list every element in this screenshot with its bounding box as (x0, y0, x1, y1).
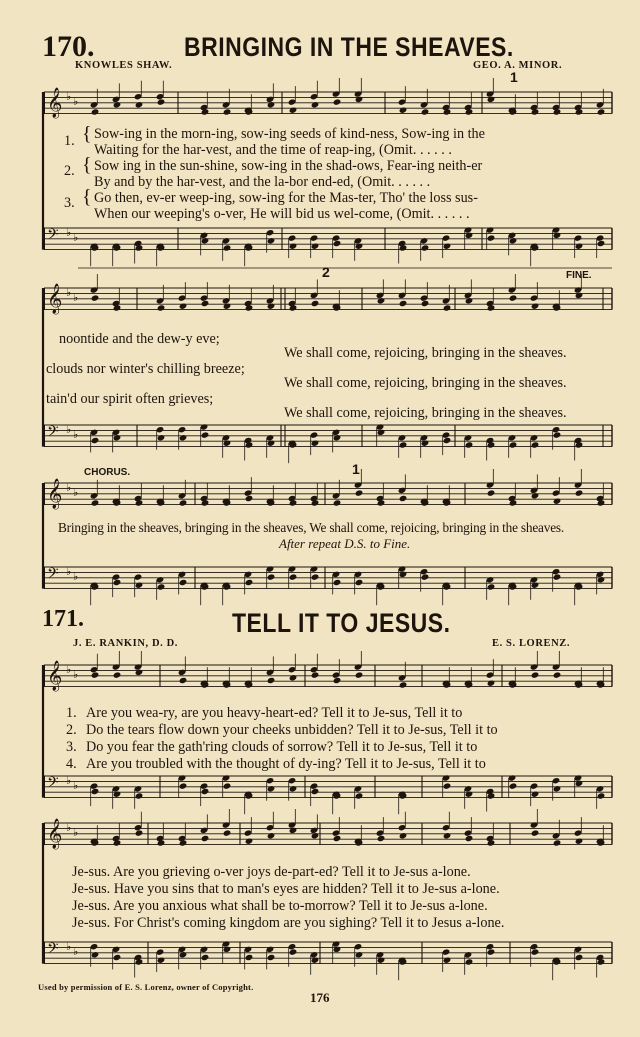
note-head (443, 243, 452, 250)
note-head (333, 677, 342, 684)
flat-sign: ♭ (73, 570, 79, 583)
note-head (509, 237, 518, 244)
hymn-title: TELL IT TO JESUS. (232, 608, 451, 638)
note-head (333, 240, 342, 247)
note-head (531, 948, 540, 955)
note-head (487, 680, 496, 687)
flat-sign: ♭ (73, 95, 79, 108)
note-head (575, 954, 584, 961)
volta-marker: 2 (322, 264, 330, 280)
note-head (223, 303, 232, 310)
note-head (575, 292, 584, 299)
flat-sign: ♭ (66, 821, 72, 834)
note-head (553, 498, 562, 505)
note-head (179, 951, 188, 958)
note-head (575, 489, 584, 496)
note-head (553, 573, 562, 580)
flat-sign: ♭ (66, 774, 72, 787)
note-head (377, 835, 386, 842)
note-head (597, 108, 606, 115)
note-head (465, 958, 474, 965)
note-head (245, 838, 254, 845)
treble-clef: 𝄞 (47, 661, 63, 691)
verse-number: 1. (64, 133, 75, 149)
note-head (443, 832, 452, 839)
note-head (333, 499, 342, 506)
note-head (355, 96, 364, 103)
lyric-line: We shall come, rejoicing, bringing in the sheaves. (284, 405, 567, 421)
verse-brace: { (82, 123, 92, 145)
note-head (201, 835, 210, 842)
note-head (267, 303, 276, 310)
bass-clef: 𝄢 (47, 774, 59, 795)
flat-sign: ♭ (66, 226, 72, 239)
note-head (267, 785, 276, 792)
note-head (377, 297, 386, 304)
note-head (553, 785, 562, 792)
note-head (223, 829, 232, 836)
flat-sign: ♭ (73, 428, 79, 441)
lyric-line: clouds nor winter's chilling breeze; (46, 361, 245, 377)
note-head (575, 780, 584, 787)
note-head (531, 492, 540, 499)
verse-number: 2. (66, 722, 77, 738)
note-head (223, 108, 232, 115)
flat-sign: ♭ (73, 826, 79, 839)
note-head (553, 671, 562, 678)
note-head (289, 243, 298, 250)
flat-sign: ♭ (73, 486, 79, 499)
note-head (113, 579, 122, 586)
note-head (487, 583, 496, 590)
note-head (201, 954, 210, 961)
note-head (531, 671, 540, 678)
flat-sign: ♭ (73, 291, 79, 304)
note-head (311, 573, 320, 580)
note-head (157, 583, 166, 590)
note-head (553, 839, 562, 846)
fine-marker: FINE. (566, 270, 592, 281)
verse-number: 2. (64, 163, 75, 179)
note-head (289, 674, 298, 681)
note-head (311, 440, 320, 447)
note-head (289, 107, 298, 114)
hymn-number: 171. (42, 606, 84, 632)
note-head (311, 957, 320, 964)
flat-sign: ♭ (66, 481, 72, 494)
note-head (135, 792, 144, 799)
note-head (509, 294, 518, 301)
lyric-line: By and by the har-vest, and the la-bor end-ed, (Omit. . . . . . (94, 174, 431, 190)
lyric-line: We shall come, rejoicing, bringing in the sheaves. (284, 345, 567, 361)
chorus-label: CHORUS. (84, 467, 131, 478)
flat-sign: ♭ (73, 779, 79, 792)
note-head (113, 101, 122, 108)
note-head (135, 582, 144, 589)
page-number: 176 (310, 990, 330, 1005)
note-head (311, 101, 320, 108)
bass-clef: 𝄢 (47, 423, 59, 444)
note-head (531, 441, 540, 448)
hymn-number: 170. (42, 30, 95, 63)
lyric-line: Sow ing in the sun-shine, sow-ing in the shad-ows, Fear-ing neith-er (94, 158, 483, 174)
note-head (421, 244, 430, 251)
note-head (223, 440, 232, 447)
lyric-line: Je-sus. Have you sins that to man's eyes are hidden? Tell it to Je-sus a-lone. (72, 881, 500, 897)
flat-sign: ♭ (66, 90, 72, 103)
note-head (91, 951, 100, 958)
note-head (509, 441, 518, 448)
note-head (267, 677, 276, 684)
flat-sign: ♭ (73, 231, 79, 244)
note-head (311, 832, 320, 839)
flat-sign: ♭ (66, 423, 72, 436)
note-head (333, 835, 342, 842)
note-head (597, 792, 606, 799)
composer-credit: GEO. A. MINOR. (473, 60, 563, 71)
lyric-line: Do the tears flow down your cheeks unbidden? Tell it to Je-sus, Tell it to (86, 722, 498, 738)
treble-clef: 𝄞 (47, 819, 63, 849)
note-head (267, 237, 276, 244)
note-head (421, 300, 430, 307)
note-head (289, 948, 298, 955)
note-head (399, 681, 408, 688)
flat-sign: ♭ (73, 668, 79, 681)
note-head (245, 495, 254, 502)
note-head (421, 573, 430, 580)
note-head (135, 669, 144, 676)
note-head (267, 573, 276, 580)
note-head (355, 792, 364, 799)
note-head (465, 297, 474, 304)
note-head (465, 441, 474, 448)
note-head (201, 237, 210, 244)
note-head (531, 582, 540, 589)
note-head (399, 300, 408, 307)
lyric-line: noontide and the dew-y eve; (59, 331, 220, 347)
note-head (399, 107, 408, 114)
note-head (157, 304, 166, 311)
note-head (179, 782, 188, 789)
note-head (223, 244, 232, 251)
note-head (487, 96, 496, 103)
note-head (223, 946, 232, 953)
note-head (201, 300, 210, 307)
bass-clef: 𝄢 (47, 940, 59, 961)
note-head (487, 234, 496, 241)
flat-sign: ♭ (66, 663, 72, 676)
note-head (267, 832, 276, 839)
note-head (553, 232, 562, 239)
note-head (311, 788, 320, 795)
note-head (223, 782, 232, 789)
verse-number: 3. (64, 195, 75, 211)
hymn-title: BRINGING IN THE SHEAVES. (184, 32, 514, 62)
note-head (575, 838, 584, 845)
note-head (443, 304, 452, 311)
note-head (355, 489, 364, 496)
note-head (355, 243, 364, 250)
lyric-line: Sow-ing in the morn-ing, sow-ing seeds of kind-ness, Sow-ing in the (94, 126, 485, 142)
note-head (487, 948, 496, 955)
flat-sign: ♭ (66, 940, 72, 953)
chorus-lyric: Bringing in the sheaves, bringing in the sheaves, We shall come, rejoicing, bringing in the sheaves. (58, 520, 565, 535)
note-head (399, 832, 408, 839)
treble-clef: 𝄞 (47, 88, 63, 118)
note-head (399, 495, 408, 502)
note-head (179, 434, 188, 441)
note-head (421, 108, 430, 115)
verse-brace: { (82, 154, 92, 176)
note-head (311, 300, 320, 307)
lyric-line: Je-sus. Are you grieving o-ver joys de-part-ed? Tell it to Je-sus a-lone. (72, 864, 471, 880)
note-head (333, 579, 342, 586)
note-head (135, 101, 144, 108)
note-head (289, 827, 298, 834)
note-head (91, 437, 100, 444)
note-head (157, 957, 166, 964)
note-head (377, 429, 386, 436)
note-head (311, 671, 320, 678)
lyric-line: We shall come, rejoicing, bringing in the sheaves. (284, 375, 567, 391)
note-head (333, 946, 342, 953)
note-head (311, 243, 320, 250)
note-head (113, 671, 122, 678)
bass-clef: 𝄢 (47, 565, 59, 586)
note-head (245, 579, 254, 586)
note-head (377, 957, 386, 964)
note-head (113, 954, 122, 961)
note-head (179, 499, 188, 506)
lyric-line: Je-sus. For Christ's coming kingdom are you sighing? Tell it to Jesus a-lone. (72, 915, 505, 931)
note-head (201, 788, 210, 795)
verse-brace: { (82, 186, 92, 208)
note-head (267, 440, 276, 447)
note-head (157, 98, 166, 105)
treble-clef: 𝄞 (47, 284, 63, 314)
verse-number: 4. (66, 756, 77, 772)
flat-sign: ♭ (73, 945, 79, 958)
note-head (91, 294, 100, 301)
note-head (267, 954, 276, 961)
lyric-line: Waiting for the har-vest, and the time of reap-ing, (Omit. . . . . . (94, 142, 452, 158)
note-head (509, 782, 518, 789)
volta-marker: 1 (510, 69, 518, 85)
composer-credit: E. S. LORENZ. (492, 638, 571, 649)
note-head (443, 782, 452, 789)
note-head (157, 434, 166, 441)
note-head (443, 437, 452, 444)
copyright-notice: Used by permission of E. S. Lorenz, owner of Copyright. (38, 982, 254, 992)
note-head (531, 829, 540, 836)
lyric-line: Go then, ev-er weep-ing, sow-ing for the Mas-ter, Tho' the loss sus- (94, 190, 478, 206)
note-head (465, 791, 474, 798)
lyricist-credit: J. E. RANKIN, D. D. (73, 638, 179, 649)
note-head (245, 954, 254, 961)
note-head (487, 489, 496, 496)
note-head (113, 434, 122, 441)
lyric-line: tain'd our spirit often grieves; (46, 391, 214, 407)
flat-sign: ♭ (66, 286, 72, 299)
note-head (91, 671, 100, 678)
note-head (553, 431, 562, 438)
note-head (179, 303, 188, 310)
note-head (91, 108, 100, 115)
note-head (333, 434, 342, 441)
repeat-instruction: After repeat D.S. to Fine. (279, 536, 411, 551)
verse-number: 3. (66, 739, 77, 755)
lyric-line: Are you troubled with the thought of dy-ing? Tell it to Je-sus, Tell it to (86, 756, 486, 772)
volta-marker: 1 (352, 461, 360, 477)
note-head (597, 240, 606, 247)
flat-sign: ♭ (66, 565, 72, 578)
lyricist-credit: KNOWLES SHAW. (75, 60, 173, 71)
note-head (201, 431, 210, 438)
verse-number: 1. (66, 705, 77, 721)
treble-clef: 𝄞 (47, 479, 63, 509)
note-head (465, 835, 474, 842)
note-head (443, 957, 452, 964)
lyric-line: Are you wea-ry, are you heavy-heart-ed? Tell it to Je-sus, Tell it to (86, 705, 463, 721)
note-head (575, 243, 584, 250)
note-head (531, 791, 540, 798)
note-head (91, 788, 100, 795)
note-head (597, 576, 606, 583)
note-head (267, 101, 276, 108)
note-head (465, 232, 474, 239)
note-head (355, 951, 364, 958)
note-head (113, 791, 122, 798)
note-head (421, 440, 430, 447)
note-head (355, 671, 364, 678)
note-head (399, 571, 408, 578)
note-head (531, 303, 540, 310)
lyric-line: Je-sus. Are you anxious what shall be to-morrow? Tell it to Je-sus a-lone. (72, 898, 488, 914)
note-head (179, 677, 188, 684)
note-head (179, 579, 188, 586)
bass-clef: 𝄢 (47, 226, 59, 247)
note-head (355, 579, 364, 586)
note-head (333, 98, 342, 105)
note-head (289, 785, 298, 792)
lyric-line: When our weeping's o-ver, He will bid us wel-come, (Omit. . . . . . (94, 206, 470, 222)
note-head (91, 499, 100, 506)
lyric-line: Do you fear the gath'ring clouds of sorrow? Tell it to Je-sus, Tell it to (86, 739, 478, 755)
note-head (135, 829, 144, 836)
note-head (399, 441, 408, 448)
note-head (289, 573, 298, 580)
